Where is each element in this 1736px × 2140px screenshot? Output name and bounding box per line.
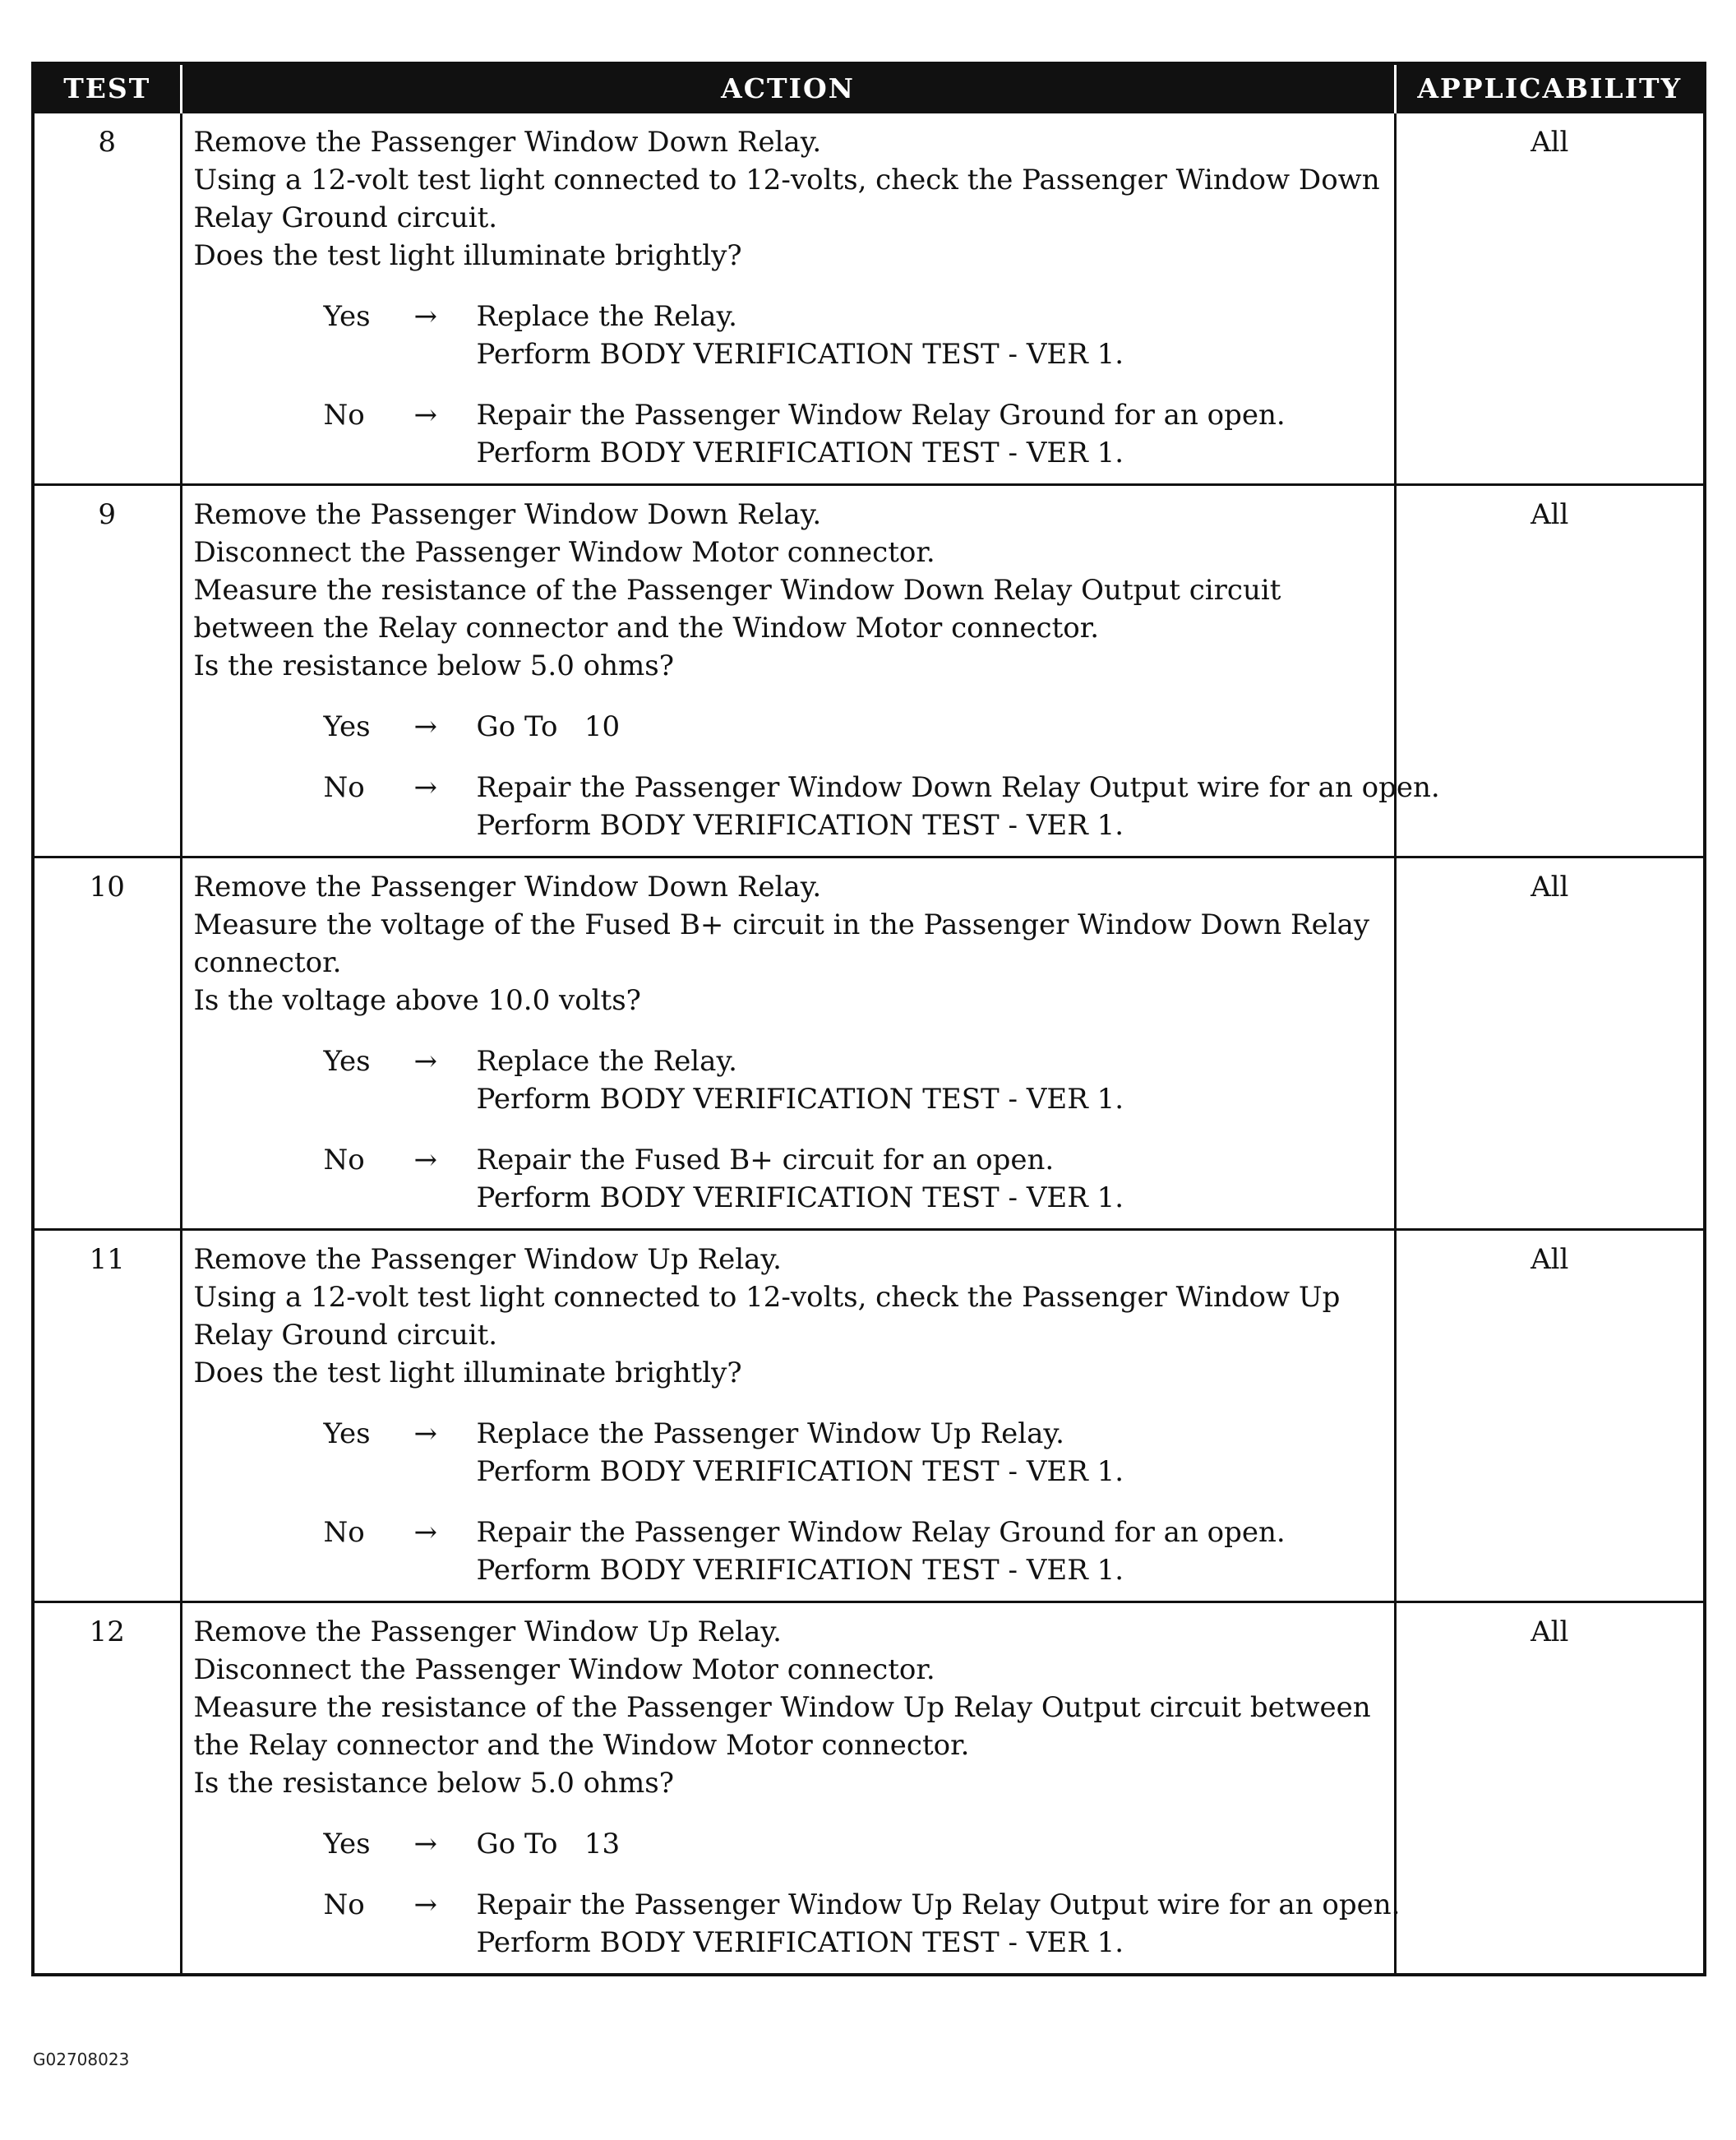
table-row xyxy=(33,113,1705,485)
result-action-line: Replace the Relay. xyxy=(476,300,737,333)
action-step: Is the resistance below 5.0 ohms? xyxy=(193,1767,674,1800)
result-yes-actions xyxy=(477,1415,1383,1491)
result-action-line: Replace the Relay. xyxy=(476,1045,737,1078)
right-arrow-icon: → xyxy=(413,771,437,804)
action-step: Does the test light illuminate brightly? xyxy=(193,239,742,272)
result-yes-label: Yes xyxy=(323,1045,371,1078)
test-number: 9 xyxy=(33,485,181,857)
result-yes xyxy=(194,1825,1383,1863)
result-no xyxy=(194,1514,1383,1589)
result-yes-label: Yes xyxy=(323,1417,371,1450)
result-action-line: Perform BODY VERIFICATION TEST - VER 1. xyxy=(476,1554,1124,1587)
result-no xyxy=(194,396,1383,472)
right-arrow-icon: → xyxy=(413,1417,437,1450)
result-yes-actions xyxy=(477,708,1383,746)
result-action-line: Repair the Fused B+ circuit for an open. xyxy=(476,1144,1055,1176)
result-action-line: Repair the Passenger Window Relay Ground for an open. xyxy=(476,399,1286,432)
result-yes xyxy=(194,1415,1383,1491)
action-cell xyxy=(181,857,1395,1230)
table-row xyxy=(33,1602,1705,1976)
action-step: Remove the Passenger Window Up Relay. xyxy=(193,1615,782,1648)
result-yes-actions xyxy=(477,1825,1383,1863)
action-step: Remove the Passenger Window Down Relay. xyxy=(193,498,822,531)
action-step: Measure the resistance of the Passenger Window Down Relay Output circuit between the Relay connector and the Window Motor connector. xyxy=(193,574,1281,645)
test-number: 11 xyxy=(33,1230,181,1602)
figure-id: G02708023 xyxy=(33,2050,130,2069)
result-action-line: Perform BODY VERIFICATION TEST - VER 1. xyxy=(476,1083,1124,1116)
applicability-value: All xyxy=(1395,1230,1705,1602)
diagnostic-test-table xyxy=(31,62,1706,1976)
right-arrow-icon: → xyxy=(413,710,437,743)
result-yes-actions xyxy=(477,298,1383,373)
result-action-line: Repair the Passenger Window Relay Ground for an open. xyxy=(476,1516,1286,1549)
result-yes xyxy=(194,1042,1383,1118)
result-action-line: Perform BODY VERIFICATION TEST - VER 1. xyxy=(476,1181,1124,1214)
action-step: Remove the Passenger Window Down Relay. xyxy=(193,126,822,159)
applicability-value: All xyxy=(1395,1602,1705,1976)
result-no-label: No xyxy=(323,1888,365,1921)
result-yes xyxy=(194,298,1383,373)
right-arrow-icon: → xyxy=(413,300,437,333)
result-action-line: Repair the Passenger Window Up Relay Output wire for an open. xyxy=(476,1888,1401,1921)
test-number: 10 xyxy=(33,857,181,1230)
right-arrow-icon: → xyxy=(413,1828,437,1860)
result-yes xyxy=(194,708,1383,746)
action-cell xyxy=(181,113,1395,485)
right-arrow-icon: → xyxy=(413,1888,437,1921)
result-no xyxy=(194,769,1440,844)
right-arrow-icon: → xyxy=(413,399,437,432)
result-action-line: Perform BODY VERIFICATION TEST - VER 1. xyxy=(476,809,1124,842)
table-row xyxy=(33,1230,1705,1602)
result-action-line: Perform BODY VERIFICATION TEST - VER 1. xyxy=(476,437,1124,469)
result-no-label: No xyxy=(323,399,365,432)
result-yes-label: Yes xyxy=(323,300,371,333)
action-step: Remove the Passenger Window Down Relay. xyxy=(193,871,822,904)
result-no-actions xyxy=(477,1886,1401,1962)
result-action-line: Replace the Passenger Window Up Relay. xyxy=(476,1417,1064,1450)
action-cell xyxy=(181,1230,1395,1602)
action-step: Does the test light illuminate brightly? xyxy=(193,1357,742,1389)
header-applicability: APPLICABILITY xyxy=(1395,63,1705,113)
right-arrow-icon: → xyxy=(413,1045,437,1078)
right-arrow-icon: → xyxy=(413,1144,437,1176)
result-no-actions xyxy=(477,1514,1383,1589)
action-step: Remove the Passenger Window Up Relay. xyxy=(193,1243,782,1276)
table-row xyxy=(33,857,1705,1230)
applicability-value: All xyxy=(1395,857,1705,1230)
action-step: Disconnect the Passenger Window Motor connector. xyxy=(193,536,935,569)
result-action-line: Go To 13 xyxy=(476,1828,621,1860)
result-action-line: Perform BODY VERIFICATION TEST - VER 1. xyxy=(476,1926,1124,1959)
action-step: Measure the resistance of the Passenger Window Up Relay Output circuit between the Relay connector and the Window Motor connector. xyxy=(193,1691,1371,1762)
result-yes-label: Yes xyxy=(323,1828,371,1860)
action-step: Measure the voltage of the Fused B+ circuit in the Passenger Window Down Relay connector. xyxy=(193,908,1370,979)
result-action-line: Repair the Passenger Window Down Relay Output wire for an open. xyxy=(476,771,1440,804)
result-no-actions xyxy=(477,769,1440,844)
result-action-line: Perform BODY VERIFICATION TEST - VER 1. xyxy=(476,1455,1124,1488)
table-header-row xyxy=(33,63,1705,113)
applicability-value: All xyxy=(1395,113,1705,485)
action-step: Using a 12-volt test light connected to 12-volts, check the Passenger Window Down Relay Ground circuit. xyxy=(193,164,1380,234)
table-body xyxy=(33,113,1705,1976)
table-row xyxy=(33,485,1705,857)
header-action: ACTION xyxy=(181,63,1395,113)
action-step: Is the resistance below 5.0 ohms? xyxy=(193,649,674,682)
action-cell xyxy=(181,1602,1401,1976)
result-yes-actions xyxy=(477,1042,1383,1118)
result-no-label: No xyxy=(323,1516,365,1549)
result-yes-label: Yes xyxy=(323,710,371,743)
result-no-label: No xyxy=(323,771,365,804)
action-step: Using a 12-volt test light connected to 12-volts, check the Passenger Window Up Relay Ground circuit. xyxy=(193,1281,1341,1352)
action-cell xyxy=(181,485,1440,857)
result-no xyxy=(194,1886,1401,1962)
result-action-line: Perform BODY VERIFICATION TEST - VER 1. xyxy=(476,338,1124,371)
test-number: 8 xyxy=(33,113,181,485)
action-step: Disconnect the Passenger Window Motor connector. xyxy=(193,1653,935,1686)
result-no-label: No xyxy=(323,1144,365,1176)
right-arrow-icon: → xyxy=(413,1516,437,1549)
header-test: TEST xyxy=(33,63,181,113)
action-step: Is the voltage above 10.0 volts? xyxy=(193,984,641,1017)
result-action-line: Go To 10 xyxy=(476,710,621,743)
applicability-value: All xyxy=(1395,485,1705,857)
test-number: 12 xyxy=(33,1602,181,1976)
result-no-actions xyxy=(477,396,1383,472)
result-no xyxy=(194,1141,1383,1217)
result-no-actions xyxy=(477,1141,1383,1217)
